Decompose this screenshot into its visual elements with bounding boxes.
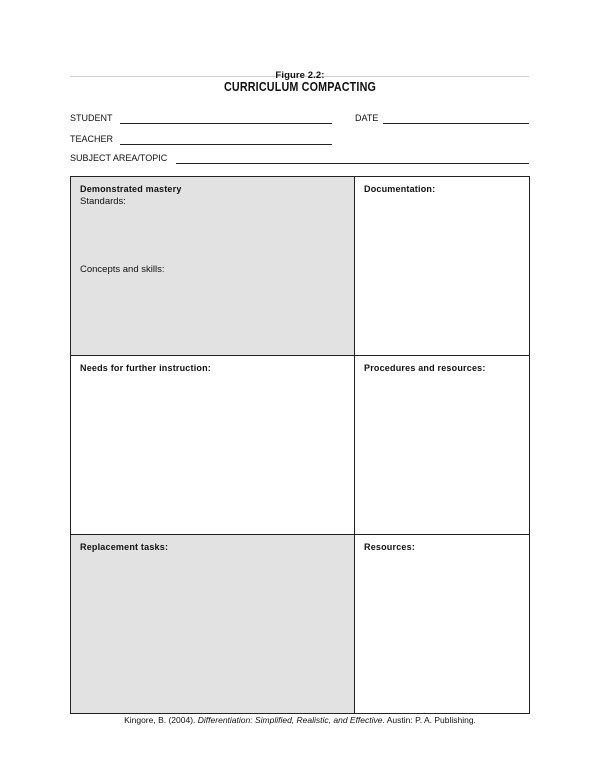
column-divider [354,177,355,713]
resources-cell[interactable] [355,535,529,713]
procedures-cell[interactable] [355,356,529,534]
subject-label: SUBJECT AREA/TOPIC [70,153,168,163]
concepts-label: Concepts and skills: [80,264,165,275]
needs-instruction-cell[interactable] [71,356,354,534]
citation-title: Differentiation: Simplified, Realistic, and Effective. [197,715,385,725]
student-label: STUDENT [70,113,113,123]
row-divider-2 [71,534,529,535]
teacher-line[interactable] [120,144,332,145]
teacher-field[interactable] [70,134,332,148]
row-divider-1 [71,355,529,356]
documentation-cell[interactable] [355,177,529,355]
figure-label: Figure 2.2: [275,70,325,81]
teacher-label: TEACHER [70,134,114,144]
subject-field[interactable] [70,153,529,167]
student-field[interactable] [70,113,332,127]
date-label: DATE [355,113,379,123]
citation-suffix: Austin: P. A. Publishing. [384,715,476,725]
demonstrated-mastery-cell[interactable] [71,177,354,355]
page-title: CURRICULUM COMPACTING [223,80,377,94]
replacement-tasks-heading: Replacement tasks: [80,542,169,552]
resources-heading: Resources: [364,542,416,552]
compacting-grid [70,176,530,714]
date-field[interactable] [355,113,529,127]
procedures-heading: Procedures and resources: [364,363,486,373]
documentation-heading: Documentation: [364,184,436,194]
replacement-tasks-cell[interactable] [71,535,354,713]
citation [0,715,600,725]
subject-line[interactable] [176,163,529,164]
needs-instruction-heading: Needs for further instruction: [80,363,212,373]
demonstrated-mastery-heading: Demonstrated mastery [80,184,182,194]
student-line[interactable] [120,123,332,124]
citation-prefix: Kingore, B. (2004). [124,715,198,725]
standards-label: Standards: [80,196,126,207]
date-line[interactable] [383,123,529,124]
